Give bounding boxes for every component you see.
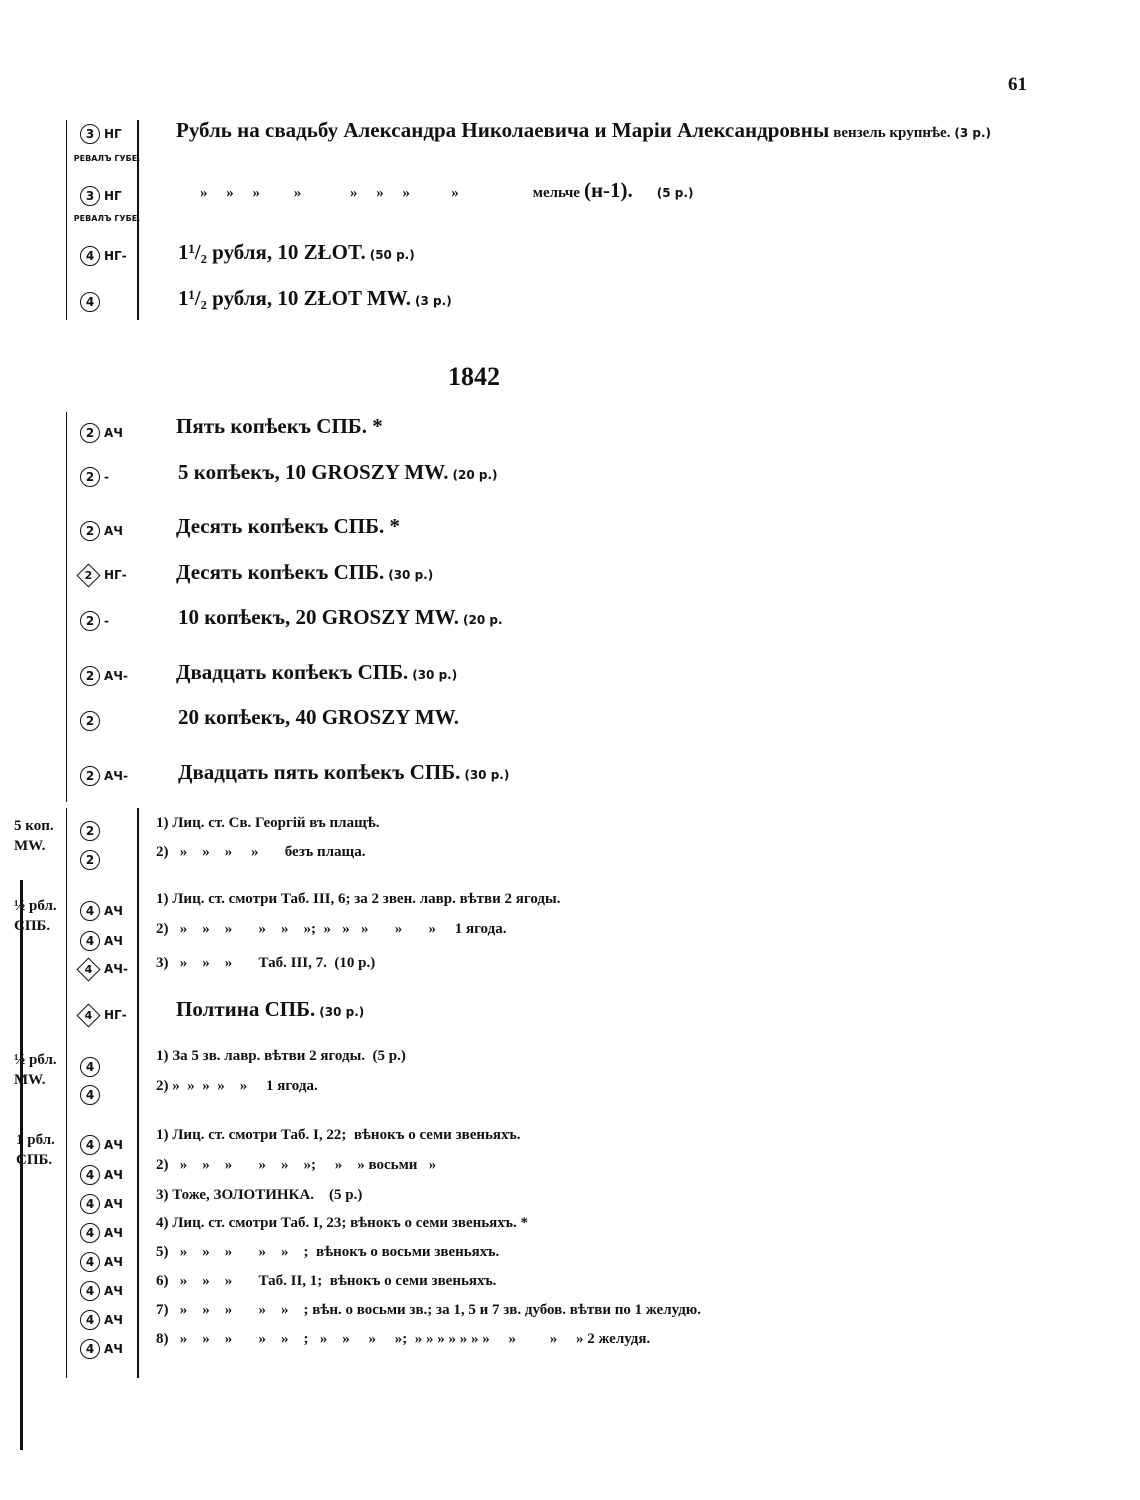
circle-mark-icon: 4 xyxy=(80,246,100,266)
circle-mark-icon: 2 xyxy=(80,666,100,686)
catalog-mark xyxy=(80,1085,100,1105)
entry-line: Десять копѣекъ СПБ. (30 р.) xyxy=(176,560,434,584)
side-label-denomination: ½ рбл. MW. xyxy=(14,1052,57,1088)
entry-line: 8) » » » » » ; » » » »; » » » » » » » » » » 2 желудя. xyxy=(156,1331,651,1347)
circle-mark-icon: 2 xyxy=(80,611,100,631)
circle-mark-icon: 4 xyxy=(80,1339,100,1359)
entry-line: 1) Лиц. ст. смотри Таб. I, 22; вѣнокъ о семи звеньяхъ. xyxy=(156,1127,521,1143)
entry-line: Двадцать пять копѣекъ СПБ. (30 р.) xyxy=(178,760,510,784)
catalog-mark: 2 АЧ- xyxy=(80,766,128,786)
entry-line: 3) Тоже, ЗОЛОТИНКА. (5 р.) xyxy=(156,1187,363,1203)
circle-mark-icon: 2 xyxy=(80,850,100,870)
circle-mark-icon: 4 xyxy=(80,1281,100,1301)
catalog-mark: 2 АЧ- xyxy=(80,666,128,686)
circle-mark-icon: 4 xyxy=(80,1165,100,1185)
catalog-mark: 4 АЧ xyxy=(80,1194,123,1214)
circle-mark-icon: 2 xyxy=(80,423,100,443)
catalog-mark xyxy=(80,1057,100,1077)
left-rule xyxy=(66,120,67,320)
entry-line: 2) » » » » » »; » » восьми » xyxy=(156,1157,437,1173)
mint-label: РЕВАЛЪ ГУБЕ. xyxy=(73,214,141,223)
catalog-mark: 4 НГ- xyxy=(78,1006,127,1024)
catalog-mark: 2 АЧ xyxy=(80,423,123,443)
entry-line: 5 копѣекъ, 10 GROSZY MW. (20 р.) xyxy=(178,460,498,484)
entry-line: 2) » » » » » »; » » » » » 1 ягода. xyxy=(156,921,507,937)
entry-line: 2) » » » » » 1 ягода. xyxy=(156,1078,318,1094)
side-label-denomination: ½ рбл. СПБ. xyxy=(14,898,57,934)
catalog-mark: 2 НГ- xyxy=(78,566,127,584)
circle-mark-icon: 4 xyxy=(80,1085,100,1105)
circle-mark-icon: 4 xyxy=(80,292,100,312)
entry-line: 4) Лиц. ст. смотри Таб. I, 23; вѣнокъ о семи звеньяхъ. * xyxy=(156,1215,528,1231)
circle-mark-icon: 2 xyxy=(80,711,100,731)
circle-mark-icon: 4 xyxy=(80,1057,100,1077)
catalog-mark: 4 АЧ xyxy=(80,1252,123,1272)
entry-line: 3) » » » Таб. III, 7. (10 р.) xyxy=(156,955,376,971)
left-rule xyxy=(66,412,67,802)
catalog-mark: 3 НГ xyxy=(80,124,122,144)
diamond-mark-icon: 4 xyxy=(76,957,100,981)
entry-line: Десять копѣекъ СПБ. * xyxy=(176,514,400,538)
circle-mark-icon: 4 xyxy=(80,1194,100,1214)
entry-line: Полтина СПБ. (30 р.) xyxy=(176,997,365,1021)
circle-mark-icon: 4 xyxy=(80,1310,100,1330)
entry-line: Пять копѣекъ СПБ. * xyxy=(176,414,383,438)
circle-mark-icon: 4 xyxy=(80,1135,100,1155)
left-rule xyxy=(66,808,67,1378)
catalog-mark: 3 НГ xyxy=(80,186,122,206)
circle-mark-icon: 4 xyxy=(80,1252,100,1272)
catalog-mark xyxy=(80,850,100,870)
entry-line: 1) Лиц. ст. смотри Таб. III, 6; за 2 звен. лавр. вѣтви 2 ягоды. xyxy=(156,891,561,907)
catalog-mark: 4 АЧ xyxy=(80,1339,123,1359)
entry-line: 10 копѣекъ, 20 GROSZY MW. (20 р. xyxy=(178,605,503,629)
entry-line: 1¹/₂ рубля, 10 ZŁOT MW. (3 р.) xyxy=(178,286,452,310)
circle-mark-icon: 2 xyxy=(80,521,100,541)
entry-line: 6) » » » Таб. II, 1; вѣнокъ о семи звеньяхъ. xyxy=(156,1273,497,1289)
circle-mark-icon: 4 xyxy=(80,901,100,921)
catalog-mark: 4 АЧ xyxy=(80,1223,123,1243)
circle-mark-icon: 2 xyxy=(80,821,100,841)
catalog-mark xyxy=(80,711,104,731)
circle-mark-icon: 2 xyxy=(80,467,100,487)
diamond-mark-icon: 4 xyxy=(76,1003,100,1027)
entry-line: 1) За 5 зв. лавр. вѣтви 2 ягоды. (5 р.) xyxy=(156,1048,406,1064)
catalog-mark: 4 АЧ xyxy=(80,931,123,951)
catalog-mark: 4 НГ- xyxy=(80,246,127,266)
circle-mark-icon: 2 xyxy=(80,766,100,786)
circle-mark-icon: 4 xyxy=(80,1223,100,1243)
page-number: 61 xyxy=(1008,74,1027,95)
side-label-denomination: 5 коп. MW. xyxy=(14,818,54,854)
entry-line: 1) Лиц. ст. Св. Георгій въ плащѣ. xyxy=(156,815,380,831)
circle-mark-icon: 3 xyxy=(80,124,100,144)
catalog-mark: 2 - xyxy=(80,611,109,631)
side-label-denomination: 1 рбл. СПБ. xyxy=(16,1132,55,1168)
entry-line: 2) » » » » безъ плаща. xyxy=(156,844,366,860)
year-heading: 1842 xyxy=(448,362,500,391)
mint-label: РЕВАЛЪ ГУБЕ. xyxy=(73,154,141,163)
diamond-mark-icon: 2 xyxy=(76,563,100,587)
entry-line: Рубль на свадьбу Александра Николаевича и Маріи Александровны вензель крупнѣе. (3 р.) xyxy=(176,118,992,142)
entry-line: Двадцать копѣекъ СПБ. (30 р.) xyxy=(176,660,458,684)
catalog-mark: 4 АЧ xyxy=(80,1165,123,1185)
entry-line: 7) » » » » » ; вѣн. о восьми зв.; за 1, 5 и 7 зв. дубов. вѣтви по 1 желудю. xyxy=(156,1302,701,1318)
catalog-mark xyxy=(80,821,100,841)
entry-line: » » » » » » » » мельче (н-1). (5 р.) xyxy=(200,178,694,202)
catalog-mark: 4 АЧ- xyxy=(78,960,128,978)
catalog-mark: 4 АЧ xyxy=(80,1281,123,1301)
column-rule xyxy=(137,808,139,1378)
catalog-mark: 4 АЧ xyxy=(80,901,123,921)
entry-line: 5) » » » » » ; вѣнокъ о восьми звеньяхъ. xyxy=(156,1244,500,1260)
entry-line: 1¹/₂ рубля, 10 ZŁOT. (50 р.) xyxy=(178,240,415,264)
catalog-mark: 2 - xyxy=(80,467,109,487)
catalog-mark: 2 АЧ xyxy=(80,521,123,541)
circle-mark-icon: 3 xyxy=(80,186,100,206)
catalog-mark xyxy=(80,292,104,312)
catalog-mark: 4 АЧ xyxy=(80,1135,123,1155)
entry-line: 20 копѣекъ, 40 GROSZY MW. xyxy=(178,705,459,729)
circle-mark-icon: 4 xyxy=(80,931,100,951)
catalog-mark: 4 АЧ xyxy=(80,1310,123,1330)
